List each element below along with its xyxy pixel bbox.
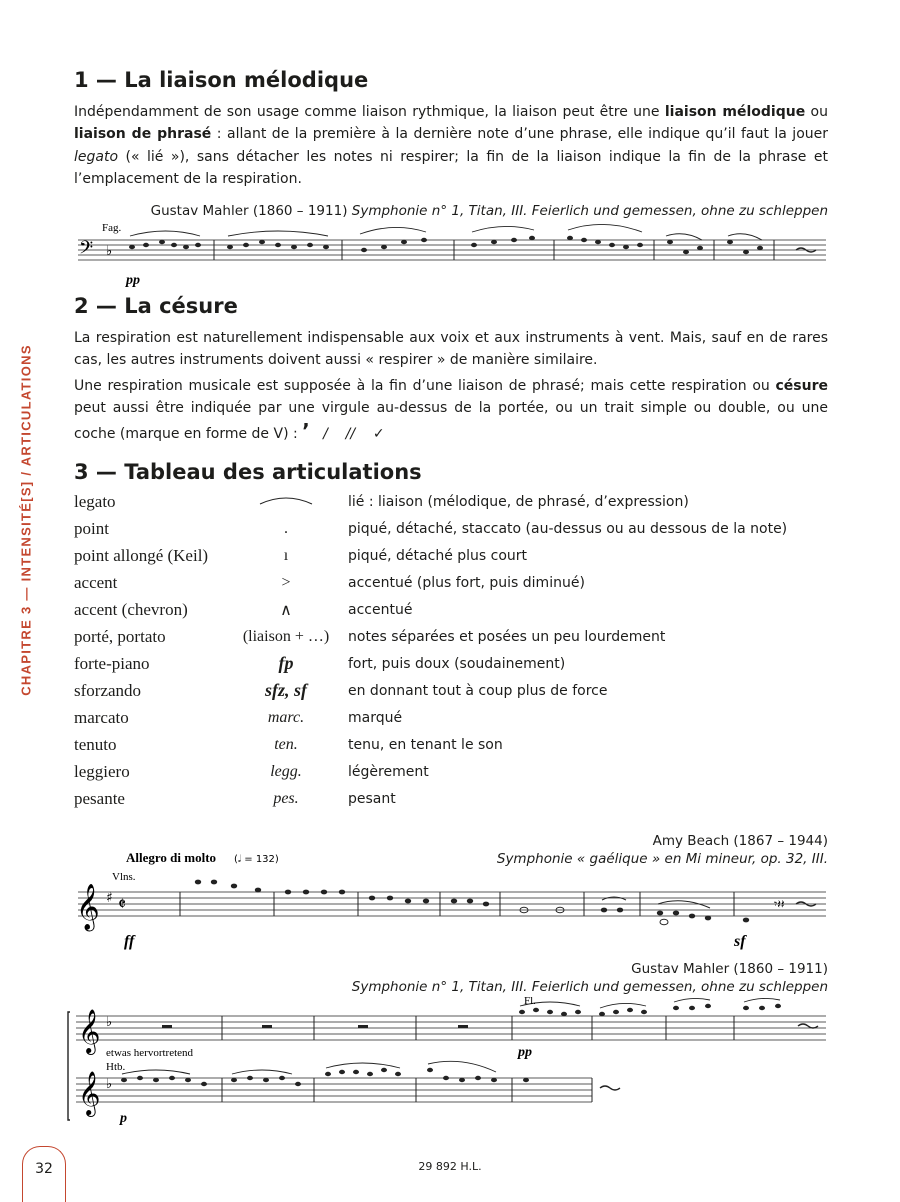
beach-work: Symphonie « gaélique » en Mi mineur, op. 32, III. xyxy=(496,851,828,867)
articulation-symbol: ten. xyxy=(274,735,298,753)
articulation-description: accentué (plus fort, puis diminué) xyxy=(348,574,585,591)
articulation-term: forte-piano xyxy=(74,653,150,673)
articulation-row xyxy=(74,623,787,650)
caesura-tick: ✓ xyxy=(372,425,385,442)
text-run: legato xyxy=(74,148,119,165)
articulation-term: accent (chevron) xyxy=(74,599,188,619)
beach-tempo: Allegro di molto xyxy=(126,850,217,865)
articulation-row xyxy=(74,515,787,542)
flat-key-bottom-icon: ♭ xyxy=(106,1077,113,1092)
articulation-term: marcato xyxy=(74,707,129,727)
mahler-flute-oboe-system xyxy=(66,994,836,1134)
articulation-symbol: sfz, sf xyxy=(264,680,307,700)
bassoon-dynamic: pp xyxy=(126,273,140,288)
beach-dynamic-start: ff xyxy=(124,933,135,950)
articulation-row xyxy=(74,488,787,515)
beach-instrument: Vlns. xyxy=(112,871,136,883)
articulation-row xyxy=(74,758,787,785)
bass-clef-icon: 𝄢 xyxy=(79,238,94,263)
articulations-table xyxy=(74,488,787,812)
section-1-paragraph xyxy=(74,101,828,191)
articulation-symbol: legg. xyxy=(270,762,302,780)
caesura-comma: ’ xyxy=(302,418,310,443)
section-1-title: 1 — La liaison mélodique xyxy=(74,68,369,92)
text-run: peut aussi être indiquée par une virgule au-dessus de la portée, ou un trait simple ou double, ou une coche (marque en forme de V) : xyxy=(74,400,828,442)
articulation-description: accentué xyxy=(348,601,413,618)
articulation-description: notes séparées et posées un peu lourdement xyxy=(348,628,666,645)
bassoon-instrument-label: Fag. xyxy=(102,222,122,234)
articulation-term: sforzando xyxy=(74,680,142,700)
articulation-symbol: pes. xyxy=(273,789,299,807)
flat-key-icon: ♭ xyxy=(106,244,113,259)
text-run: césure xyxy=(775,378,828,394)
beach-dynamic-end: sf xyxy=(734,933,746,950)
text-run: (« lié »), sans détacher les notes ni respirer; la fin de la liaison indique la fin de la phrase et l’emplacement de la respiration. xyxy=(74,148,828,188)
section-2-paragraph-1: La respiration est naturellement indispensable aux voix et aux instruments à vent. Mais, sauf en de rares cas, les autres instruments doivent aussi « respirer » de manière similaire. xyxy=(74,330,828,369)
text-run: liaison de phrasé xyxy=(74,126,212,143)
cut-time-icon: 𝄵 xyxy=(118,894,127,915)
articulation-row xyxy=(74,731,787,758)
articulation-description: légèrement xyxy=(348,763,429,780)
articulation-row xyxy=(74,569,787,596)
articulation-symbol: . xyxy=(284,519,288,537)
expression-marking: etwas hervortretend xyxy=(106,1047,194,1059)
chapter-side-text: CHAPITRE 3 — INTENSITÉ[S] / ARTICULATIONS xyxy=(18,344,34,696)
oboe-instrument-label: Htb. xyxy=(106,1061,126,1073)
articulation-description: fort, puis doux (soudainement) xyxy=(348,655,566,672)
articulation-symbol: (liaison + …) xyxy=(242,627,330,645)
caesura-double-stroke: // xyxy=(345,425,356,442)
flute-instrument-label: Fl. xyxy=(524,995,536,1007)
articulation-symbol: > xyxy=(281,573,291,591)
mahler-bassoon-staff xyxy=(74,218,834,290)
articulation-description: piqué, détaché, staccato (au-dessus ou au dessous de la note) xyxy=(348,520,788,537)
text-run: : allant de la première à la dernière note d’une phrase, elle indique qu’il faut la jouer xyxy=(211,126,828,143)
section-3-title: 3 — Tableau des articulations xyxy=(74,460,422,484)
treble-clef-top-icon: 𝄞 xyxy=(78,1009,101,1053)
page-number: 32 xyxy=(22,1146,66,1202)
articulation-symbol: fp xyxy=(278,653,294,673)
articulation-term: pesante xyxy=(74,788,125,808)
articulation-term: leggiero xyxy=(74,761,130,781)
articulation-symbol: ∧ xyxy=(280,601,292,619)
articulation-description: marqué xyxy=(348,709,403,726)
articulation-description: pesant xyxy=(348,790,396,807)
articulation-term: tenuto xyxy=(74,734,117,754)
articulation-term: legato xyxy=(74,491,116,511)
beach-composer: Amy Beach (1867 – 1944) xyxy=(652,833,828,849)
mahler-work-1: Symphonie n° 1, Titan, III. Feierlich und gemessen, ohne zu schleppen xyxy=(351,203,828,219)
section-2-paragraph-2 xyxy=(74,375,828,445)
articulation-symbol: marc. xyxy=(267,708,305,726)
articulation-description: piqué, détaché plus court xyxy=(348,547,528,564)
caesura-marks xyxy=(302,418,385,443)
beach-violin-staff xyxy=(74,846,834,956)
text-run: Une respiration musicale est supposée à la fin d’une liaison de phrasé; mais cette respiration ou xyxy=(74,378,776,394)
articulation-description: lié : liaison (mélodique, de phrasé, d’expression) xyxy=(348,493,689,510)
articulation-term: porté, portato xyxy=(74,626,166,646)
flute-dynamic: pp xyxy=(518,1045,532,1060)
articulation-term: accent xyxy=(74,572,118,592)
articulation-row xyxy=(74,596,787,623)
oboe-dynamic: p xyxy=(120,1111,127,1126)
catalog-number: 29 892 H.L. xyxy=(418,1160,482,1173)
treble-clef-icon: 𝄞 xyxy=(76,884,100,930)
articulation-row xyxy=(74,650,787,677)
articulation-row xyxy=(74,785,787,812)
articulation-row xyxy=(74,704,787,731)
sharp-key-icon: ♯ xyxy=(106,890,113,906)
slur-icon xyxy=(256,492,316,506)
articulation-description: en donnant tout à coup plus de force xyxy=(348,682,608,699)
mahler-composer-1: Gustav Mahler (1860 – 1911) xyxy=(150,203,348,219)
articulation-description: tenu, en tenant le son xyxy=(348,736,503,753)
articulation-symbol: ı xyxy=(283,546,289,564)
articulation-term: point xyxy=(74,518,109,538)
text-run: Indépendamment de son usage comme liaison rythmique, la liaison peut être une xyxy=(74,104,665,120)
caesura-single-stroke: / xyxy=(323,425,328,442)
beach-rests: 𝄾𝄽𝄽 xyxy=(774,897,785,911)
articulation-term: point allongé (Keil) xyxy=(74,545,209,565)
text-run: liaison mélodique xyxy=(664,104,806,120)
text-run: ou xyxy=(805,104,828,120)
beach-metronome: (𝅗𝅥 = 132) xyxy=(234,854,279,865)
articulation-row xyxy=(74,677,787,704)
mahler-citation-2 xyxy=(352,960,828,996)
treble-clef-bottom-icon: 𝄞 xyxy=(78,1071,101,1115)
mahler-composer-2: Gustav Mahler (1860 – 1911) xyxy=(631,961,828,977)
articulation-symbol xyxy=(224,488,348,515)
section-2-title: 2 — La césure xyxy=(74,294,238,318)
flat-key-top-icon: ♭ xyxy=(106,1015,113,1030)
mahler-work-2: Symphonie n° 1, Titan, III. Feierlich und gemessen, ohne zu schleppen xyxy=(351,979,828,995)
articulation-row xyxy=(74,542,787,569)
